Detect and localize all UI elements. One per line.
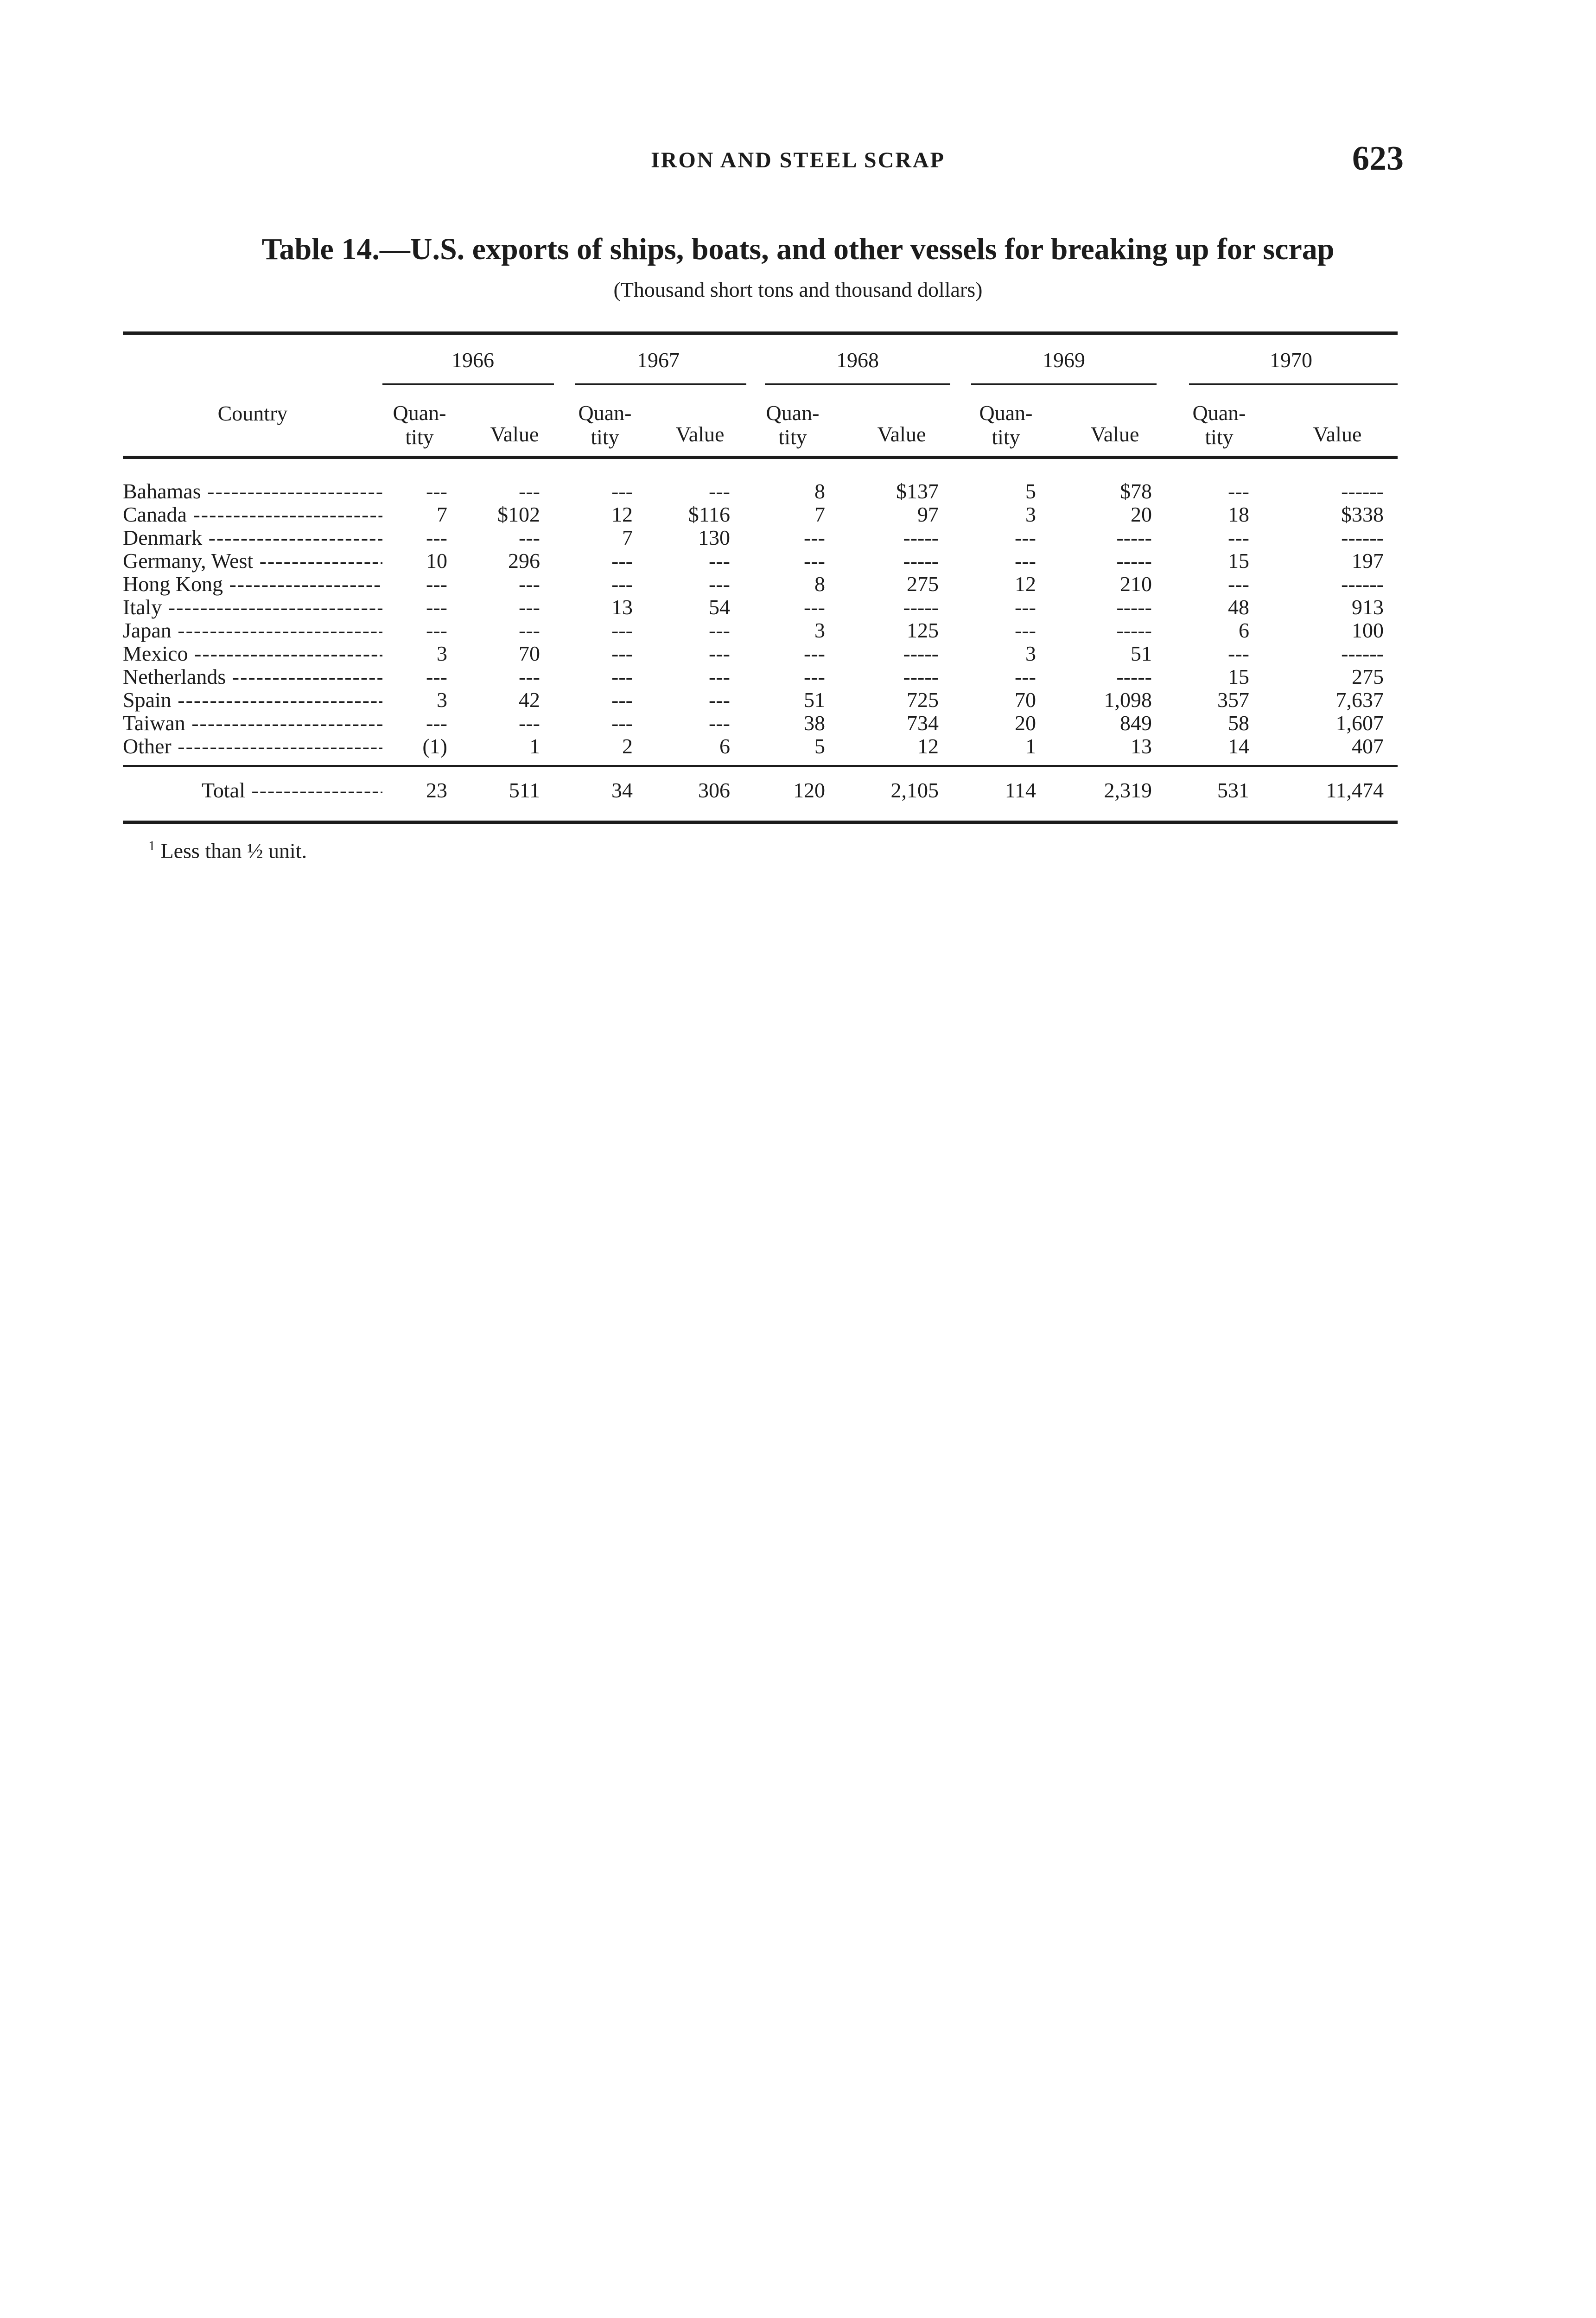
table-cell: 51 [804,688,825,712]
table-cell: ----- [1116,618,1152,642]
table-cell: 197 [1352,549,1384,573]
table-cell: 210 [1120,572,1152,596]
table-cell: $338 [1341,503,1384,526]
table-cell: --- [1015,595,1036,619]
table-cell: --- [611,479,633,503]
country-name: Taiwan ----- [123,712,382,735]
table-cell: --- [1228,479,1249,503]
table-row [123,480,1398,503]
footnote-marker: 1 [148,838,155,853]
value-header-1968: Value [877,422,926,446]
table-row [123,503,1398,526]
table-cell: 70 [1015,688,1036,712]
table-cell: 5 [1025,479,1036,503]
table-cell: 48 [1228,595,1249,619]
year-header-1966: 1966 [451,348,494,372]
table-cell: 58 [1228,711,1249,735]
table-cell: (1) [422,734,447,758]
table-cell: --- [1015,526,1036,549]
year-rule-1968 [765,383,950,385]
table-cell: --- [519,595,540,619]
table-cell: 8 [814,479,825,503]
table-cell: 725 [907,688,939,712]
table-cell: --- [519,618,540,642]
table-cell: --- [709,688,730,712]
table-cell: --- [804,665,825,688]
table-cell: 849 [1120,711,1152,735]
table-cell: 7 [437,503,447,526]
table-cell: $78 [1120,479,1152,503]
table-cell: ----- [903,595,939,619]
quantity-header-1969: Quan- tity [979,401,1033,449]
total-cell: 120 [793,778,825,802]
table-cell: --- [611,665,633,688]
table-bottom-rule [123,821,1398,824]
table-cell: $116 [688,503,730,526]
country-name: Spain ----- [123,688,382,712]
table-cell: --- [519,479,540,503]
table-cell: ------ [1341,572,1384,596]
table-cell: 7,637 [1335,688,1384,712]
table-cell: 130 [698,526,730,549]
table-cell: ------ [1341,479,1384,503]
table-cell: ----- [1116,595,1152,619]
table-cell: --- [1228,572,1249,596]
table-cell: --- [426,665,447,688]
table-cell: --- [709,665,730,688]
year-header-1968: 1968 [836,348,879,372]
value-header-1970: Value [1313,422,1362,446]
table-cell: --- [1015,618,1036,642]
running-head: IRON AND STEEL SCRAP [651,148,945,172]
country-name: Hong Kong ----- [123,573,382,596]
table-cell: ----- [903,665,939,688]
table-cell: 407 [1352,734,1384,758]
table-cell: 42 [519,688,540,712]
year-rule-1966 [382,383,554,385]
table-row [123,596,1398,619]
table-cell: 734 [907,711,939,735]
year-rule-1969 [971,383,1157,385]
table-row [123,526,1398,549]
country-name: Bahamas ----- [123,480,382,503]
table-cell: 7 [622,526,633,549]
table-cell: --- [804,549,825,573]
table-cell: 20 [1131,503,1152,526]
table-row [123,712,1398,735]
table-subtitle: (Thousand short tons and thousand dollars) [613,278,983,301]
table-cell: 51 [1131,642,1152,665]
table-row [123,573,1398,596]
table-cell: 275 [907,572,939,596]
table-cell: 3 [1025,503,1036,526]
total-label: Total ----- [202,777,382,804]
table-cell: 14 [1228,734,1249,758]
table-cell: --- [709,479,730,503]
table-cell: 38 [804,711,825,735]
table-cell: 1,098 [1104,688,1152,712]
table-top-rule [123,331,1398,335]
table-row [123,665,1398,688]
table-cell: --- [611,549,633,573]
country-name: Italy ----- [123,596,382,619]
table-cell: --- [1015,549,1036,573]
table-cell: 296 [508,549,540,573]
table-cell: --- [1228,642,1249,665]
table-cell: --- [519,572,540,596]
table-cell: --- [426,572,447,596]
table-cell: ------ [1341,642,1384,665]
table-cell: --- [611,688,633,712]
table-cell: 1,607 [1335,711,1384,735]
table-cell: --- [611,711,633,735]
total-cell: 23 [426,778,447,802]
country-name: Netherlands ----- [123,665,382,688]
total-cell: 306 [698,778,730,802]
total-cell: 34 [611,778,633,802]
table-cell: --- [519,665,540,688]
year-header-1967: 1967 [637,348,680,372]
table-cell: --- [709,711,730,735]
table-cell: 15 [1228,549,1249,573]
table-cell: 54 [709,595,730,619]
total-cell: 2,319 [1104,778,1152,802]
table-cell: --- [426,479,447,503]
country-name: Denmark ----- [123,526,382,549]
footnote-text: Less than ½ unit. [160,839,307,863]
table-cell: 97 [917,503,939,526]
total-cell: 11,474 [1326,778,1384,802]
table-cell: 12 [611,503,633,526]
table-cell: 3 [1025,642,1036,665]
table-cell: ------ [1341,526,1384,549]
quantity-header-1966: Quan- tity [393,401,446,449]
total-row [123,777,1398,804]
table-cell: ----- [1116,549,1152,573]
country-name: Germany, West ----- [123,549,382,573]
table-cell: --- [1228,526,1249,549]
table-cell: 3 [814,618,825,642]
total-cell: 2,105 [890,778,939,802]
table-cell: 1 [529,734,540,758]
table-cell: 2 [622,734,633,758]
table-cell: --- [611,642,633,665]
table-cell: 5 [814,734,825,758]
table-cell: 125 [907,618,939,642]
table-cell: 3 [437,688,447,712]
table-cell: 70 [519,642,540,665]
table-cell: --- [804,526,825,549]
table-cell: --- [804,595,825,619]
table-cell: --- [804,642,825,665]
page-number: 623 [1352,140,1404,178]
table-cell: --- [426,618,447,642]
table-row [123,688,1398,712]
table-cell: 3 [437,642,447,665]
table-cell: 10 [426,549,447,573]
table-cell: --- [1015,665,1036,688]
country-name: Canada ----- [123,503,382,526]
quantity-header-1970: Quan- tity [1192,401,1246,449]
table-cell: ----- [903,549,939,573]
table-cell: 1 [1025,734,1036,758]
total-cell: 511 [509,778,540,802]
table-cell: 12 [1015,572,1036,596]
country-name: Other ----- [123,735,382,758]
quantity-header-1968: Quan- tity [766,401,820,449]
country-column-header: Country [217,401,288,425]
table-cell: 6 [719,734,730,758]
table-cell: ----- [1116,665,1152,688]
table-cell: --- [611,572,633,596]
country-name: Mexico ----- [123,642,382,665]
value-header-1967: Value [675,422,725,446]
table-cell: $137 [896,479,939,503]
total-cell: 114 [1005,778,1036,802]
total-separator-rule [123,765,1398,767]
table-cell: 275 [1352,665,1384,688]
table-cell: 8 [814,572,825,596]
table-cell: 7 [814,503,825,526]
table-cell: --- [426,526,447,549]
table-cell: --- [426,595,447,619]
table-cell: 15 [1228,665,1249,688]
table-cell: ----- [903,526,939,549]
table-cell: 12 [917,734,939,758]
table-cell: $102 [497,503,540,526]
country-name: Japan ----- [123,619,382,642]
table-cell: --- [519,711,540,735]
year-header-1969: 1969 [1043,348,1085,372]
table-cell: 20 [1015,711,1036,735]
header-bottom-rule [123,456,1398,459]
table-cell: ----- [1116,526,1152,549]
table-cell: 913 [1352,595,1384,619]
table-cell: --- [611,618,633,642]
table-cell: --- [709,618,730,642]
table-cell: --- [519,526,540,549]
table-cell: 100 [1352,618,1384,642]
table-row [123,619,1398,642]
table-cell: --- [709,642,730,665]
value-header-1966: Value [490,422,539,446]
table-cell: ----- [903,642,939,665]
table-cell: 13 [611,595,633,619]
footnote [148,838,307,863]
table-title: Table 14.—U.S. exports of ships, boats, and other vessels for breaking up for scrap [261,232,1335,266]
year-rule-1970 [1189,383,1398,385]
table-cell: --- [709,549,730,573]
table-row [123,735,1398,758]
year-header-1970: 1970 [1270,348,1312,372]
table-cell: 18 [1228,503,1249,526]
value-header-1969: Value [1090,422,1139,446]
table-cell: 357 [1217,688,1249,712]
table-cell: 6 [1239,618,1249,642]
table-cell: --- [709,572,730,596]
table-cell: --- [426,711,447,735]
table-row [123,549,1398,573]
year-rule-1967 [575,383,746,385]
table-cell: 13 [1131,734,1152,758]
total-cell: 531 [1217,778,1249,802]
table-row [123,642,1398,665]
quantity-header-1967: Quan- tity [578,401,632,449]
